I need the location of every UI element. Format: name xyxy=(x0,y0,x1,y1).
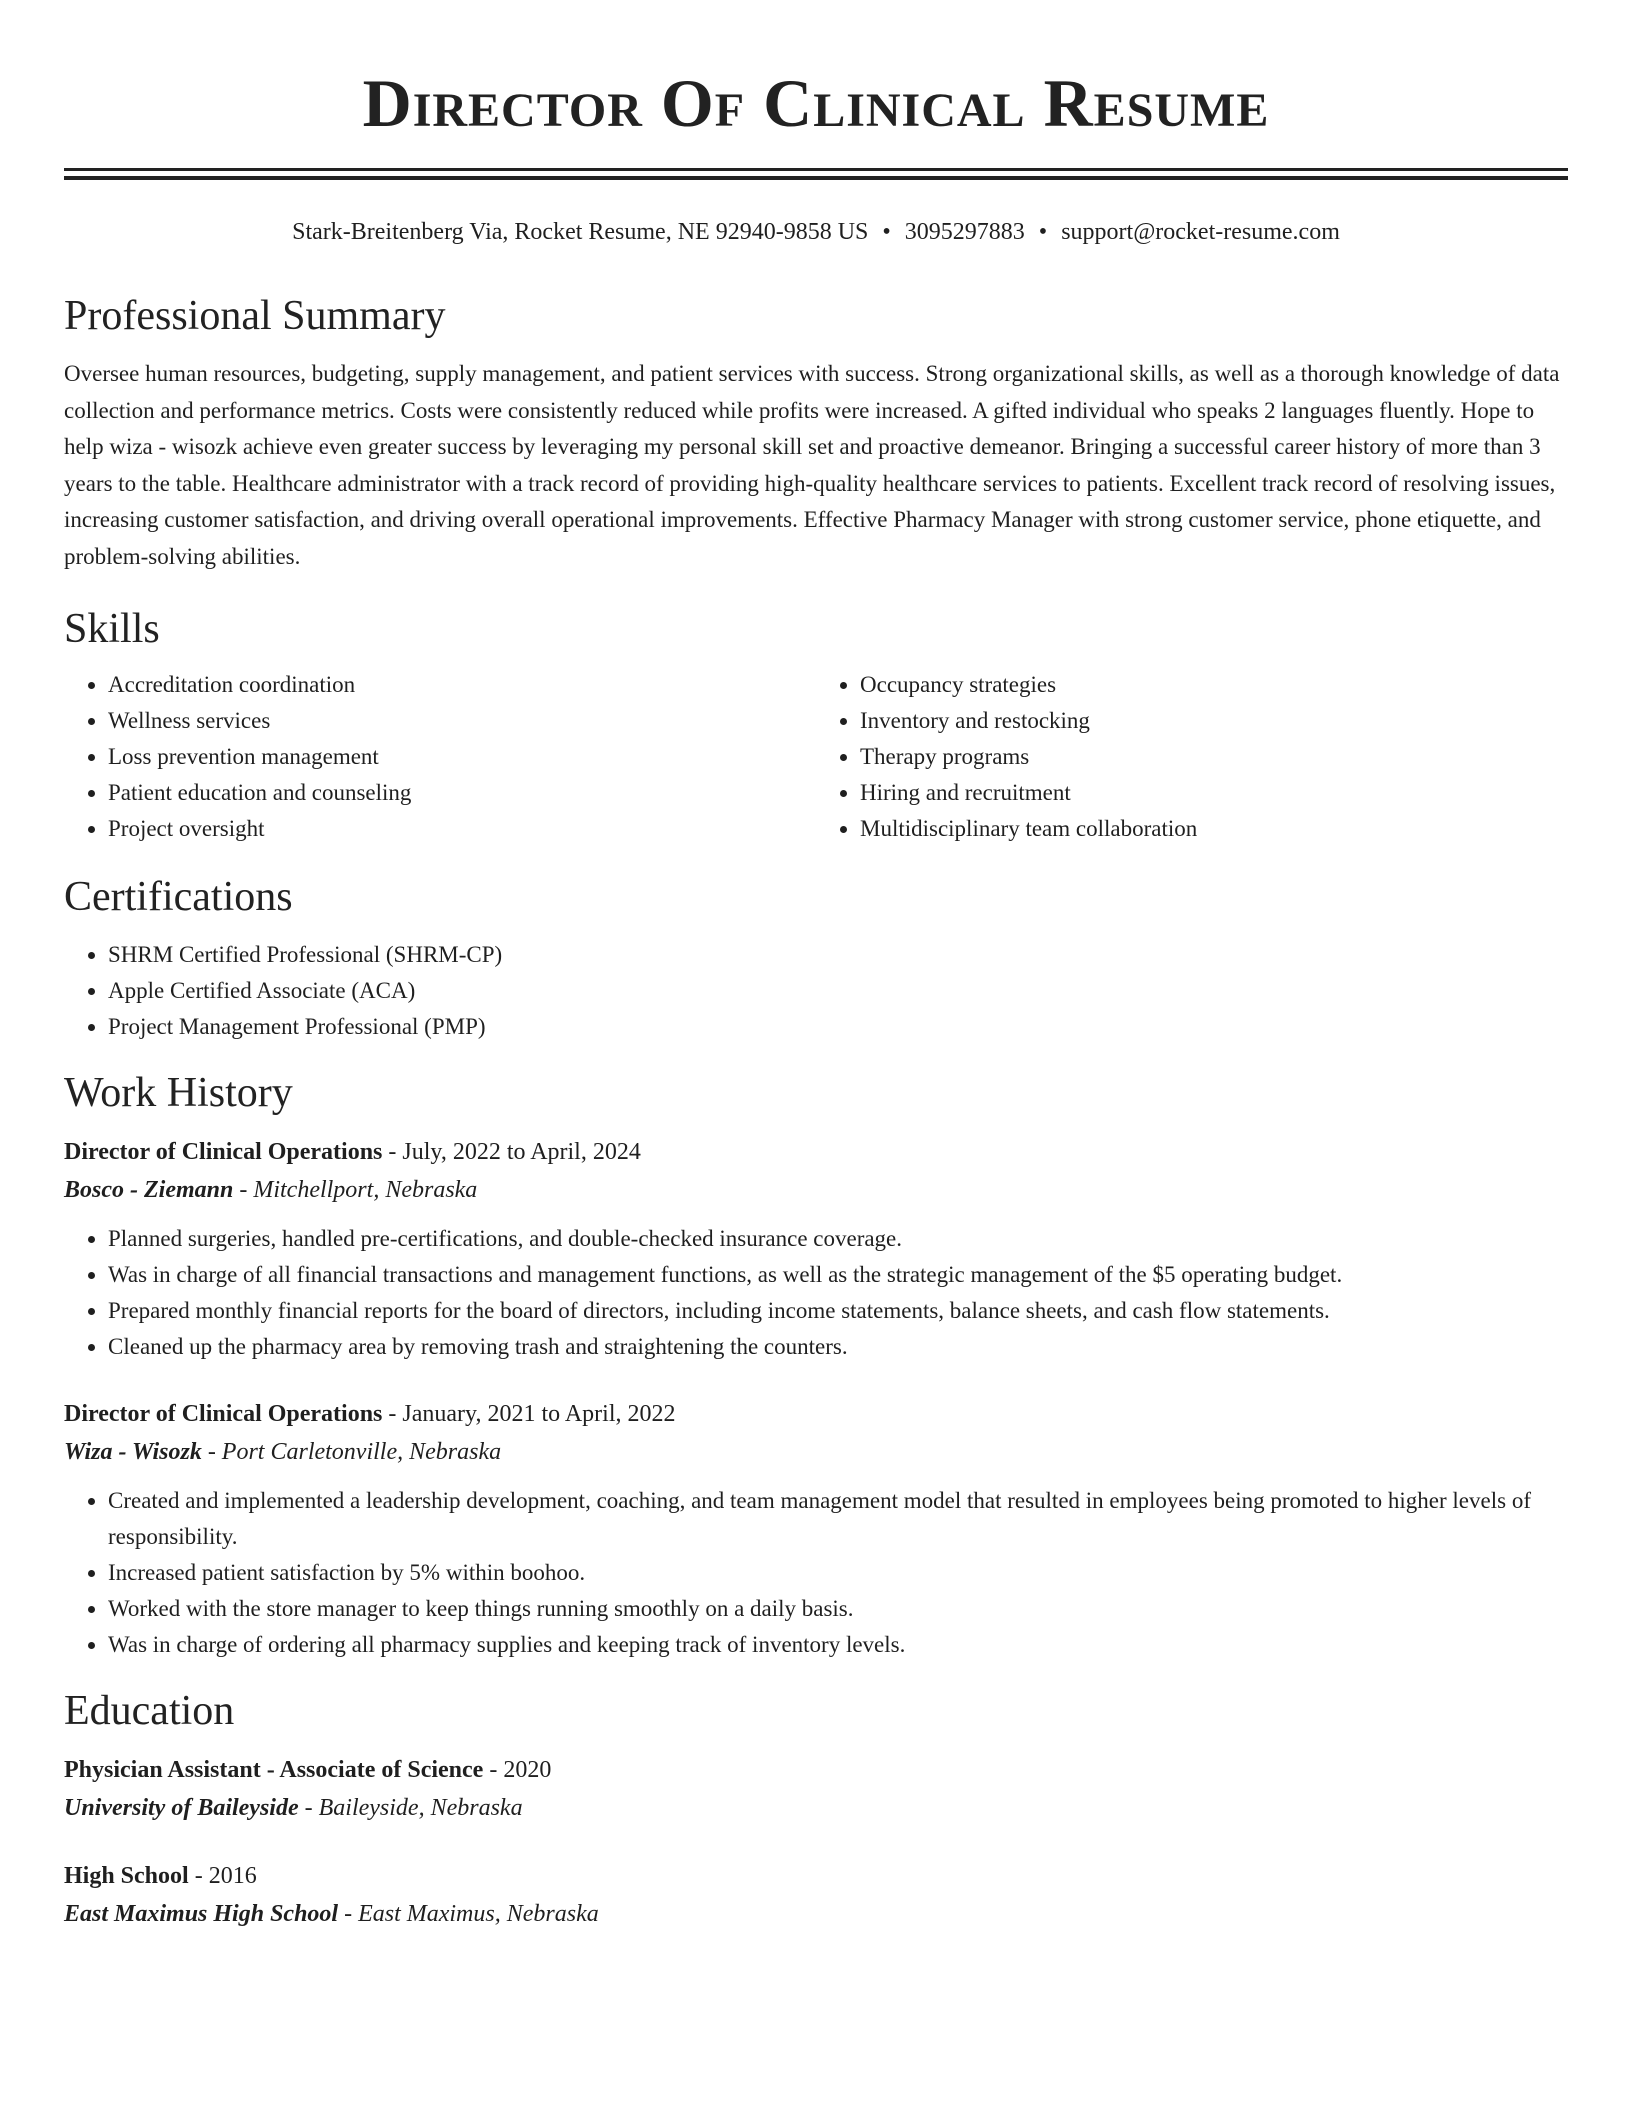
skill-item: • Loss prevention management xyxy=(108,739,816,775)
work-history-heading: Work History xyxy=(64,1070,293,1116)
contact-address: Stark-Breitenberg Via, Rocket Resume, NE 92940-9858 US xyxy=(292,219,869,245)
skill-item: • Accreditation coordination xyxy=(108,667,816,703)
job-entry xyxy=(64,1395,1568,1663)
title-divider xyxy=(64,168,1568,180)
resume-title: Director Of Clinical Resume xyxy=(362,65,1270,141)
job-location: - Mitchellport, Nebraska xyxy=(233,1177,478,1203)
job-company: Wiza - Wisozk xyxy=(64,1439,202,1465)
job-company: Bosco - Ziemann xyxy=(64,1177,234,1203)
skill-item: • Multidisciplinary team collaboration xyxy=(860,811,1568,847)
job-bullet: • Was in charge of ordering all pharmacy supplies and keeping track of inventory levels. xyxy=(108,1627,1568,1663)
job-title-line xyxy=(64,1133,1568,1171)
certification-item: • Apple Certified Associate (ACA) xyxy=(108,973,1568,1009)
education-degree-line xyxy=(64,1751,1568,1789)
job-company-line xyxy=(64,1171,1568,1209)
job-title-line xyxy=(64,1395,1568,1433)
job-company-line xyxy=(64,1433,1568,1471)
job-bullets xyxy=(64,1483,1568,1663)
job-bullets xyxy=(64,1221,1568,1365)
skill-item: • Inventory and restocking xyxy=(860,703,1568,739)
education-heading: Education xyxy=(64,1688,235,1734)
job-bullet: • Was in charge of all financial transactions and management functions, as well as the strategic management of the $5 operating budget. xyxy=(108,1257,1568,1293)
job-bullet: • Worked with the store manager to keep things running smoothly on a daily basis. xyxy=(108,1591,1568,1627)
education-school-line xyxy=(64,1895,1568,1933)
education-location: - Baileyside, Nebraska xyxy=(298,1795,523,1821)
job-dates: - July, 2022 to April, 2024 xyxy=(382,1139,641,1165)
skills-list-right xyxy=(816,667,1568,847)
skill-item: • Wellness services xyxy=(108,703,816,739)
education-school-line xyxy=(64,1789,1568,1827)
skills-heading: Skills xyxy=(64,606,160,652)
skills-list-left xyxy=(64,667,816,847)
job-bullet: • Planned surgeries, handled pre-certifications, and double-checked insurance coverage. xyxy=(108,1221,1568,1257)
education-location: - East Maximus, Nebraska xyxy=(338,1901,599,1927)
education-year: - 2020 xyxy=(483,1757,552,1783)
job-title: Director of Clinical Operations xyxy=(64,1401,383,1427)
contact-phone: 3095297883 xyxy=(904,219,1025,245)
summary-text: Oversee human resources, budgeting, supply management, and patient services with success. Strong organizational skills, as well as a thorough knowledge of data collection and performance metrics. Costs were consistently reduced while profits were increased. A gifted individual who speaks 2 languages fluently. Hope to help wiza - wisozk achieve even greater success by leveraging my personal skill set and proactive demeanor. Bringing a successful career history of more than 3 years to the table. Healthcare administrator with a track record of providing high-quality healthcare services to patients. Excellent track record of resolving issues, increasing customer satisfaction, and driving overall operational improvements. Effective Pharmacy Manager with strong customer service, phone etiquette, and problem-solving abilities. xyxy=(64,361,1560,569)
education-degree: High School xyxy=(64,1863,189,1889)
skill-item: • Project oversight xyxy=(108,811,816,847)
education-entry xyxy=(64,1751,1568,1827)
education-degree-line xyxy=(64,1857,1568,1895)
education-entry xyxy=(64,1857,1568,1933)
job-dates: - January, 2021 to April, 2022 xyxy=(382,1401,676,1427)
job-bullet: • Increased patient satisfaction by 5% within boohoo. xyxy=(108,1555,1568,1591)
skill-item: • Therapy programs xyxy=(860,739,1568,775)
job-bullet: • Cleaned up the pharmacy area by removing trash and straightening the counters. xyxy=(108,1329,1568,1365)
certifications-heading: Certifications xyxy=(64,874,293,920)
certifications-list xyxy=(64,937,1568,1045)
summary-heading: Professional Summary xyxy=(64,293,446,339)
job-bullet: • Created and implemented a leadership development, coaching, and team management model that resulted in employees being promoted to higher levels of responsibility. xyxy=(108,1483,1568,1555)
contact-separator: • xyxy=(1038,219,1048,245)
job-location: - Port Carletonville, Nebraska xyxy=(201,1439,502,1465)
skills-columns xyxy=(64,667,1568,847)
certification-item: • Project Management Professional (PMP) xyxy=(108,1009,1568,1045)
contact-separator: • xyxy=(882,219,891,245)
job-bullet: • Prepared monthly financial reports for the board of directors, including income statements, balance sheets, and cash flow statements. xyxy=(108,1293,1568,1329)
job-entry xyxy=(64,1133,1568,1365)
job-title: Director of Clinical Operations xyxy=(64,1139,383,1165)
education-degree: Physician Assistant - Associate of Science xyxy=(64,1757,484,1783)
certification-item: • SHRM Certified Professional (SHRM-CP) xyxy=(108,937,1568,973)
education-school: University of Baileyside xyxy=(64,1795,299,1821)
skill-item: • Patient education and counseling xyxy=(108,775,816,811)
skill-item: • Occupancy strategies xyxy=(860,667,1568,703)
education-year: - 2016 xyxy=(188,1863,257,1889)
education-school: East Maximus High School xyxy=(64,1901,339,1927)
contact-line xyxy=(64,216,1568,248)
contact-email: support@rocket-resume.com xyxy=(1061,219,1340,245)
skill-item: • Hiring and recruitment xyxy=(860,775,1568,811)
